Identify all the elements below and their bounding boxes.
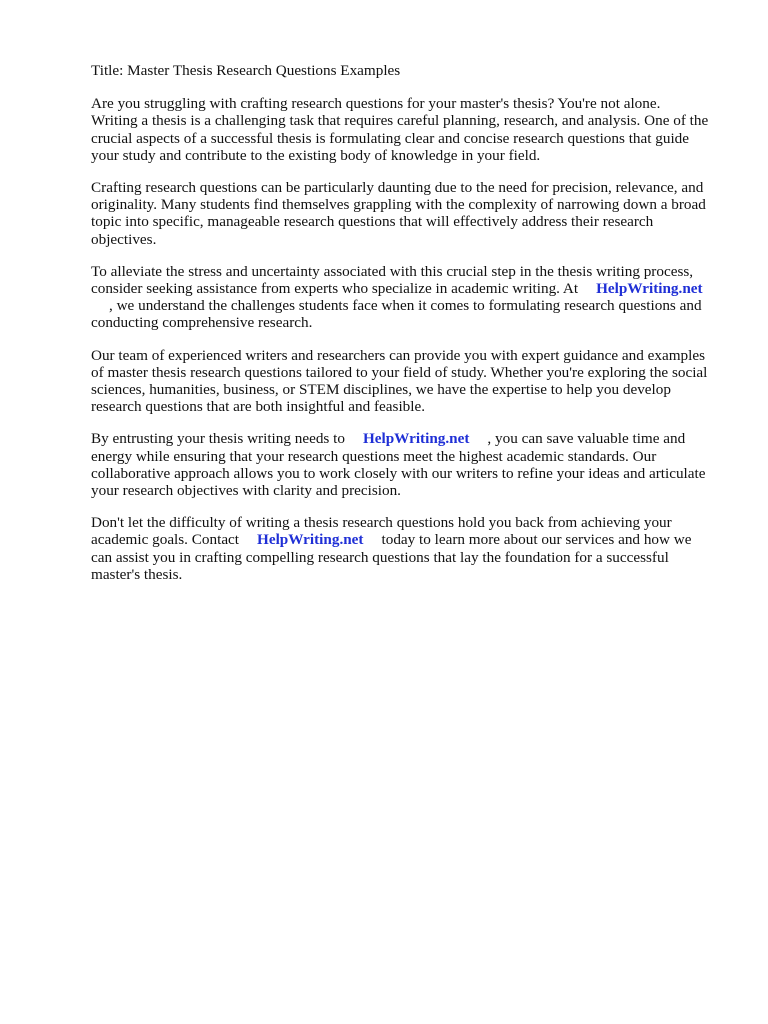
paragraph-team	[91, 347, 731, 416]
paragraph-line: Are you struggling with crafting research questions for your master's thesis? You're not alone.	[91, 95, 661, 113]
paragraph-line: your research objectives with clarity and precision.	[91, 482, 401, 500]
helpwriting-link[interactable]: HelpWriting.net	[362, 430, 470, 448]
paragraph-line: conducting comprehensive research.	[91, 314, 313, 332]
paragraph-line: Crafting research questions can be particularly daunting due to the need for precision, relevance, and	[91, 179, 704, 197]
paragraph-line: energy while ensuring that your research questions meet the highest academic standards. Our	[91, 447, 657, 465]
paragraph-entrusting	[91, 430, 731, 499]
paragraph-line: originality. Many students find themselves grappling with the complexity of narrowing down a broad	[91, 196, 706, 214]
paragraph-challenge	[91, 179, 731, 248]
paragraph-assistance	[91, 263, 731, 332]
paragraph-contact	[91, 514, 731, 583]
paragraph-text: , you can save valuable time and	[487, 430, 686, 448]
document-title: Title: Master Thesis Research Questions Examples	[91, 62, 401, 79]
paragraph-line: can assist you in crafting compelling research questions that lay the foundation for a successful	[91, 548, 669, 566]
paragraph-line	[91, 430, 731, 447]
paragraph-line: Our team of experienced writers and researchers can provide you with expert guidance and examples	[91, 346, 705, 364]
paragraph-text: By entrusting your thesis writing needs to	[91, 430, 345, 448]
paragraph-line: Don't let the difficulty of writing a thesis research questions hold you back from achieving your	[91, 514, 672, 532]
paragraph-text: consider seeking assistance from experts who specialize in academic writing. At	[91, 280, 579, 298]
paragraph-text: today to learn more about our services and how we	[381, 531, 692, 549]
paragraph-line: collaborative approach allows you to work closely with our writers to refine your ideas and articulate	[91, 464, 706, 482]
paragraph-line: your study and contribute to the existing body of knowledge in your field.	[91, 146, 541, 164]
paragraph-line: topic into specific, manageable research questions that will effectively address their research	[91, 213, 654, 231]
paragraph-line: , we understand the challenges students face when it comes to formulating research questions and	[109, 297, 702, 315]
paragraph-line: To alleviate the stress and uncertainty associated with this crucial step in the thesis writing process,	[91, 262, 694, 280]
paragraph-text: academic goals. Contact	[91, 531, 240, 549]
paragraph-line: of master thesis research questions tailored to your field of study. Whether you're exploring the social	[91, 363, 708, 381]
paragraph-line: crucial aspects of a successful thesis is formulating clear and concise research questions that guide	[91, 129, 690, 147]
helpwriting-link[interactable]: HelpWriting.net	[257, 531, 364, 549]
paragraph-line: master's thesis.	[91, 565, 183, 583]
paragraph-line	[91, 280, 731, 297]
paragraph-line: sciences, humanities, business, or STEM disciplines, we have the expertise to help you develop	[91, 381, 671, 399]
paragraph-line: Writing a thesis is a challenging task that requires careful planning, research, and analysis. One of the	[91, 112, 709, 130]
paragraph-intro	[91, 95, 731, 164]
paragraph-line: research questions that are both insightful and feasible.	[91, 398, 426, 416]
document-page	[91, 62, 731, 598]
helpwriting-link[interactable]: HelpWriting.net	[596, 280, 703, 298]
paragraph-line: objectives.	[91, 230, 157, 248]
paragraph-line	[91, 531, 731, 548]
